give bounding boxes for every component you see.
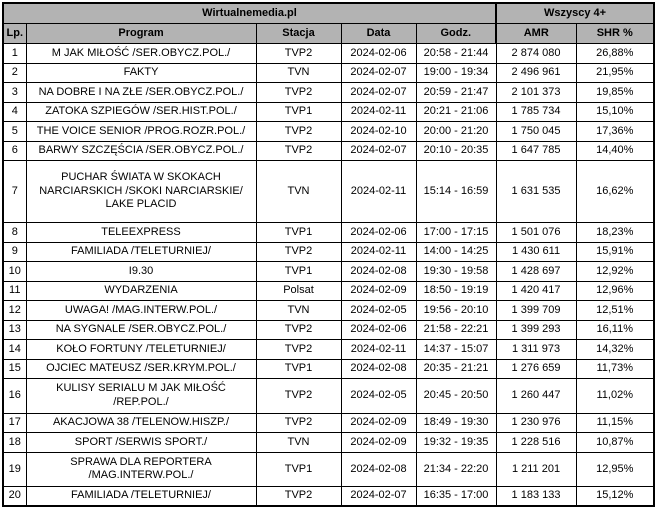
- cell-shr: 11,15%: [576, 413, 654, 433]
- cell-shr: 14,40%: [576, 141, 654, 161]
- table-row: [3, 320, 654, 340]
- cell-amr: 1 430 611: [496, 242, 576, 262]
- cell-shr: 16,62%: [576, 161, 654, 223]
- cell-data: 2024-02-08: [341, 262, 416, 282]
- cell-godz: 20:10 - 20:35: [416, 141, 496, 161]
- cell-godz: 20:58 - 21:44: [416, 44, 496, 64]
- cell-lp: 1: [3, 44, 26, 64]
- cell-program: ZATOKA SZPIEGÓW /SER.HIST.POL./: [26, 102, 256, 122]
- table-row: [3, 63, 654, 83]
- cell-shr: 18,23%: [576, 223, 654, 243]
- cell-stacja: TVP2: [256, 413, 341, 433]
- cell-lp: 8: [3, 223, 26, 243]
- cell-data: 2024-02-05: [341, 379, 416, 414]
- cell-shr: 15,10%: [576, 102, 654, 122]
- table-row: [3, 122, 654, 142]
- cell-lp: 15: [3, 359, 26, 379]
- table-row: [3, 242, 654, 262]
- cell-amr: 1 631 535: [496, 161, 576, 223]
- cell-stacja: TVP2: [256, 379, 341, 414]
- cell-data: 2024-02-06: [341, 223, 416, 243]
- cell-data: 2024-02-07: [341, 141, 416, 161]
- cell-lp: 5: [3, 122, 26, 142]
- cell-lp: 10: [3, 262, 26, 282]
- table-row: [3, 301, 654, 321]
- cell-stacja: TVP1: [256, 223, 341, 243]
- table-title-row: [3, 3, 654, 24]
- cell-godz: 18:50 - 19:19: [416, 281, 496, 301]
- cell-stacja: TVP1: [256, 262, 341, 282]
- cell-program: UWAGA! /MAG.INTERW.POL./: [26, 301, 256, 321]
- cell-stacja: TVP2: [256, 141, 341, 161]
- cell-program: KOŁO FORTUNY /TELETURNIEJ/: [26, 340, 256, 360]
- cell-program: FAMILIADA /TELETURNIEJ/: [26, 242, 256, 262]
- cell-shr: 19,85%: [576, 83, 654, 103]
- cell-amr: 1 501 076: [496, 223, 576, 243]
- table-row: [3, 141, 654, 161]
- cell-program: BARWY SZCZĘŚCIA /SER.OBYCZ.POL./: [26, 141, 256, 161]
- cell-amr: 2 874 080: [496, 44, 576, 64]
- cell-stacja: TVP2: [256, 340, 341, 360]
- cell-data: 2024-02-11: [341, 102, 416, 122]
- cell-godz: 15:14 - 16:59: [416, 161, 496, 223]
- cell-data: 2024-02-06: [341, 44, 416, 64]
- cell-shr: 12,95%: [576, 452, 654, 487]
- cell-amr: 1 230 976: [496, 413, 576, 433]
- cell-program: FAKTY: [26, 63, 256, 83]
- cell-stacja: TVP1: [256, 359, 341, 379]
- cell-lp: 9: [3, 242, 26, 262]
- table-row: [3, 281, 654, 301]
- table-row: [3, 359, 654, 379]
- cell-program: I9.30: [26, 262, 256, 282]
- cell-amr: 1 276 659: [496, 359, 576, 379]
- table-row: [3, 161, 654, 223]
- cell-program: SPRAWA DLA REPORTERA /MAG.INTERW.POL./: [26, 452, 256, 487]
- cell-lp: 6: [3, 141, 26, 161]
- table-row: [3, 379, 654, 414]
- cell-lp: 11: [3, 281, 26, 301]
- tv-ratings-table: [2, 2, 655, 507]
- cell-data: 2024-02-11: [341, 340, 416, 360]
- cell-lp: 12: [3, 301, 26, 321]
- cell-amr: 1 399 709: [496, 301, 576, 321]
- cell-lp: 3: [3, 83, 26, 103]
- cell-godz: 19:32 - 19:35: [416, 433, 496, 453]
- cell-program: KULISY SERIALU M JAK MIŁOŚĆ /REP.POL./: [26, 379, 256, 414]
- ratings-table-body: [3, 44, 654, 507]
- table-row: [3, 413, 654, 433]
- col-header-data: Data: [341, 24, 416, 44]
- cell-stacja: TVP2: [256, 487, 341, 507]
- cell-program: NA SYGNALE /SER.OBYCZ.POL./: [26, 320, 256, 340]
- cell-shr: 11,02%: [576, 379, 654, 414]
- cell-lp: 13: [3, 320, 26, 340]
- cell-shr: 11,73%: [576, 359, 654, 379]
- cell-lp: 17: [3, 413, 26, 433]
- table-row: [3, 433, 654, 453]
- source-title: Wirtualnemedia.pl: [3, 3, 496, 24]
- cell-program: PUCHAR ŚWIATA W SKOKACH NARCIARSKICH /SKOKI NARCIARSKIE/ LAKE PLACID: [26, 161, 256, 223]
- cell-program: TELEEXPRESS: [26, 223, 256, 243]
- cell-lp: 2: [3, 63, 26, 83]
- cell-lp: 18: [3, 433, 26, 453]
- table-row: [3, 262, 654, 282]
- cell-amr: 2 496 961: [496, 63, 576, 83]
- cell-amr: 1 183 133: [496, 487, 576, 507]
- col-header-program: Program: [26, 24, 256, 44]
- cell-godz: 20:45 - 20:50: [416, 379, 496, 414]
- cell-stacja: TVP2: [256, 83, 341, 103]
- cell-shr: 17,36%: [576, 122, 654, 142]
- cell-lp: 16: [3, 379, 26, 414]
- cell-lp: 14: [3, 340, 26, 360]
- cell-stacja: TVP2: [256, 44, 341, 64]
- cell-godz: 19:30 - 19:58: [416, 262, 496, 282]
- table-row: [3, 340, 654, 360]
- col-header-lp: Lp.: [3, 24, 26, 44]
- cell-amr: 1 785 734: [496, 102, 576, 122]
- cell-amr: 1 311 973: [496, 340, 576, 360]
- cell-godz: 19:56 - 20:10: [416, 301, 496, 321]
- cell-amr: 1 750 045: [496, 122, 576, 142]
- cell-stacja: TVP2: [256, 122, 341, 142]
- cell-amr: 1 211 201: [496, 452, 576, 487]
- cell-amr: 1 399 293: [496, 320, 576, 340]
- cell-data: 2024-02-05: [341, 301, 416, 321]
- cell-stacja: TVN: [256, 63, 341, 83]
- cell-shr: 12,96%: [576, 281, 654, 301]
- cell-stacja: TVP1: [256, 452, 341, 487]
- cell-stacja: TVP2: [256, 242, 341, 262]
- cell-amr: 1 260 447: [496, 379, 576, 414]
- cell-godz: 20:59 - 21:47: [416, 83, 496, 103]
- table-row: [3, 223, 654, 243]
- cell-shr: 14,32%: [576, 340, 654, 360]
- cell-shr: 21,95%: [576, 63, 654, 83]
- cell-data: 2024-02-07: [341, 83, 416, 103]
- cell-lp: 19: [3, 452, 26, 487]
- cell-data: 2024-02-09: [341, 433, 416, 453]
- cell-godz: 19:00 - 19:34: [416, 63, 496, 83]
- cell-shr: 26,88%: [576, 44, 654, 64]
- cell-data: 2024-02-10: [341, 122, 416, 142]
- cell-data: 2024-02-07: [341, 63, 416, 83]
- table-row: [3, 83, 654, 103]
- table-row: [3, 44, 654, 64]
- cell-program: NA DOBRE I NA ZŁE /SER.OBYCZ.POL./: [26, 83, 256, 103]
- cell-godz: 21:58 - 22:21: [416, 320, 496, 340]
- audience-group-header: Wszyscy 4+: [496, 3, 654, 24]
- cell-godz: 20:00 - 21:20: [416, 122, 496, 142]
- cell-amr: 1 428 697: [496, 262, 576, 282]
- table-header: [3, 3, 654, 44]
- cell-godz: 20:35 - 21:21: [416, 359, 496, 379]
- cell-amr: 1 647 785: [496, 141, 576, 161]
- cell-shr: 15,91%: [576, 242, 654, 262]
- cell-data: 2024-02-06: [341, 320, 416, 340]
- cell-data: 2024-02-08: [341, 359, 416, 379]
- cell-data: 2024-02-08: [341, 452, 416, 487]
- cell-program: SPORT /SERWIS SPORT./: [26, 433, 256, 453]
- cell-godz: 18:49 - 19:30: [416, 413, 496, 433]
- cell-godz: 21:34 - 22:20: [416, 452, 496, 487]
- cell-amr: 2 101 373: [496, 83, 576, 103]
- table-row: [3, 487, 654, 507]
- cell-data: 2024-02-09: [341, 281, 416, 301]
- cell-godz: 14:37 - 15:07: [416, 340, 496, 360]
- cell-amr: 1 228 516: [496, 433, 576, 453]
- cell-stacja: Polsat: [256, 281, 341, 301]
- cell-stacja: TVN: [256, 301, 341, 321]
- cell-program: THE VOICE SENIOR /PROG.ROZR.POL./: [26, 122, 256, 142]
- cell-program: FAMILIADA /TELETURNIEJ/: [26, 487, 256, 507]
- cell-data: 2024-02-11: [341, 242, 416, 262]
- cell-godz: 16:35 - 17:00: [416, 487, 496, 507]
- col-header-stacja: Stacja: [256, 24, 341, 44]
- cell-program: M JAK MIŁOŚĆ /SER.OBYCZ.POL./: [26, 44, 256, 64]
- table-row: [3, 452, 654, 487]
- cell-godz: 20:21 - 21:06: [416, 102, 496, 122]
- cell-lp: 20: [3, 487, 26, 507]
- cell-program: AKACJOWA 38 /TELENOW.HISZP./: [26, 413, 256, 433]
- cell-data: 2024-02-07: [341, 487, 416, 507]
- cell-shr: 12,51%: [576, 301, 654, 321]
- cell-godz: 14:00 - 14:25: [416, 242, 496, 262]
- cell-stacja: TVN: [256, 433, 341, 453]
- cell-lp: 7: [3, 161, 26, 223]
- cell-data: 2024-02-11: [341, 161, 416, 223]
- col-header-godz: Godz.: [416, 24, 496, 44]
- column-header-row: [3, 24, 654, 44]
- cell-shr: 12,92%: [576, 262, 654, 282]
- col-header-shr: SHR %: [576, 24, 654, 44]
- cell-shr: 16,11%: [576, 320, 654, 340]
- cell-shr: 10,87%: [576, 433, 654, 453]
- table-row: [3, 102, 654, 122]
- cell-shr: 15,12%: [576, 487, 654, 507]
- cell-data: 2024-02-09: [341, 413, 416, 433]
- col-header-amr: AMR: [496, 24, 576, 44]
- cell-program: WYDARZENIA: [26, 281, 256, 301]
- cell-program: OJCIEC MATEUSZ /SER.KRYM.POL./: [26, 359, 256, 379]
- cell-stacja: TVN: [256, 161, 341, 223]
- cell-stacja: TVP2: [256, 320, 341, 340]
- cell-lp: 4: [3, 102, 26, 122]
- cell-stacja: TVP1: [256, 102, 341, 122]
- cell-amr: 1 420 417: [496, 281, 576, 301]
- cell-godz: 17:00 - 17:15: [416, 223, 496, 243]
